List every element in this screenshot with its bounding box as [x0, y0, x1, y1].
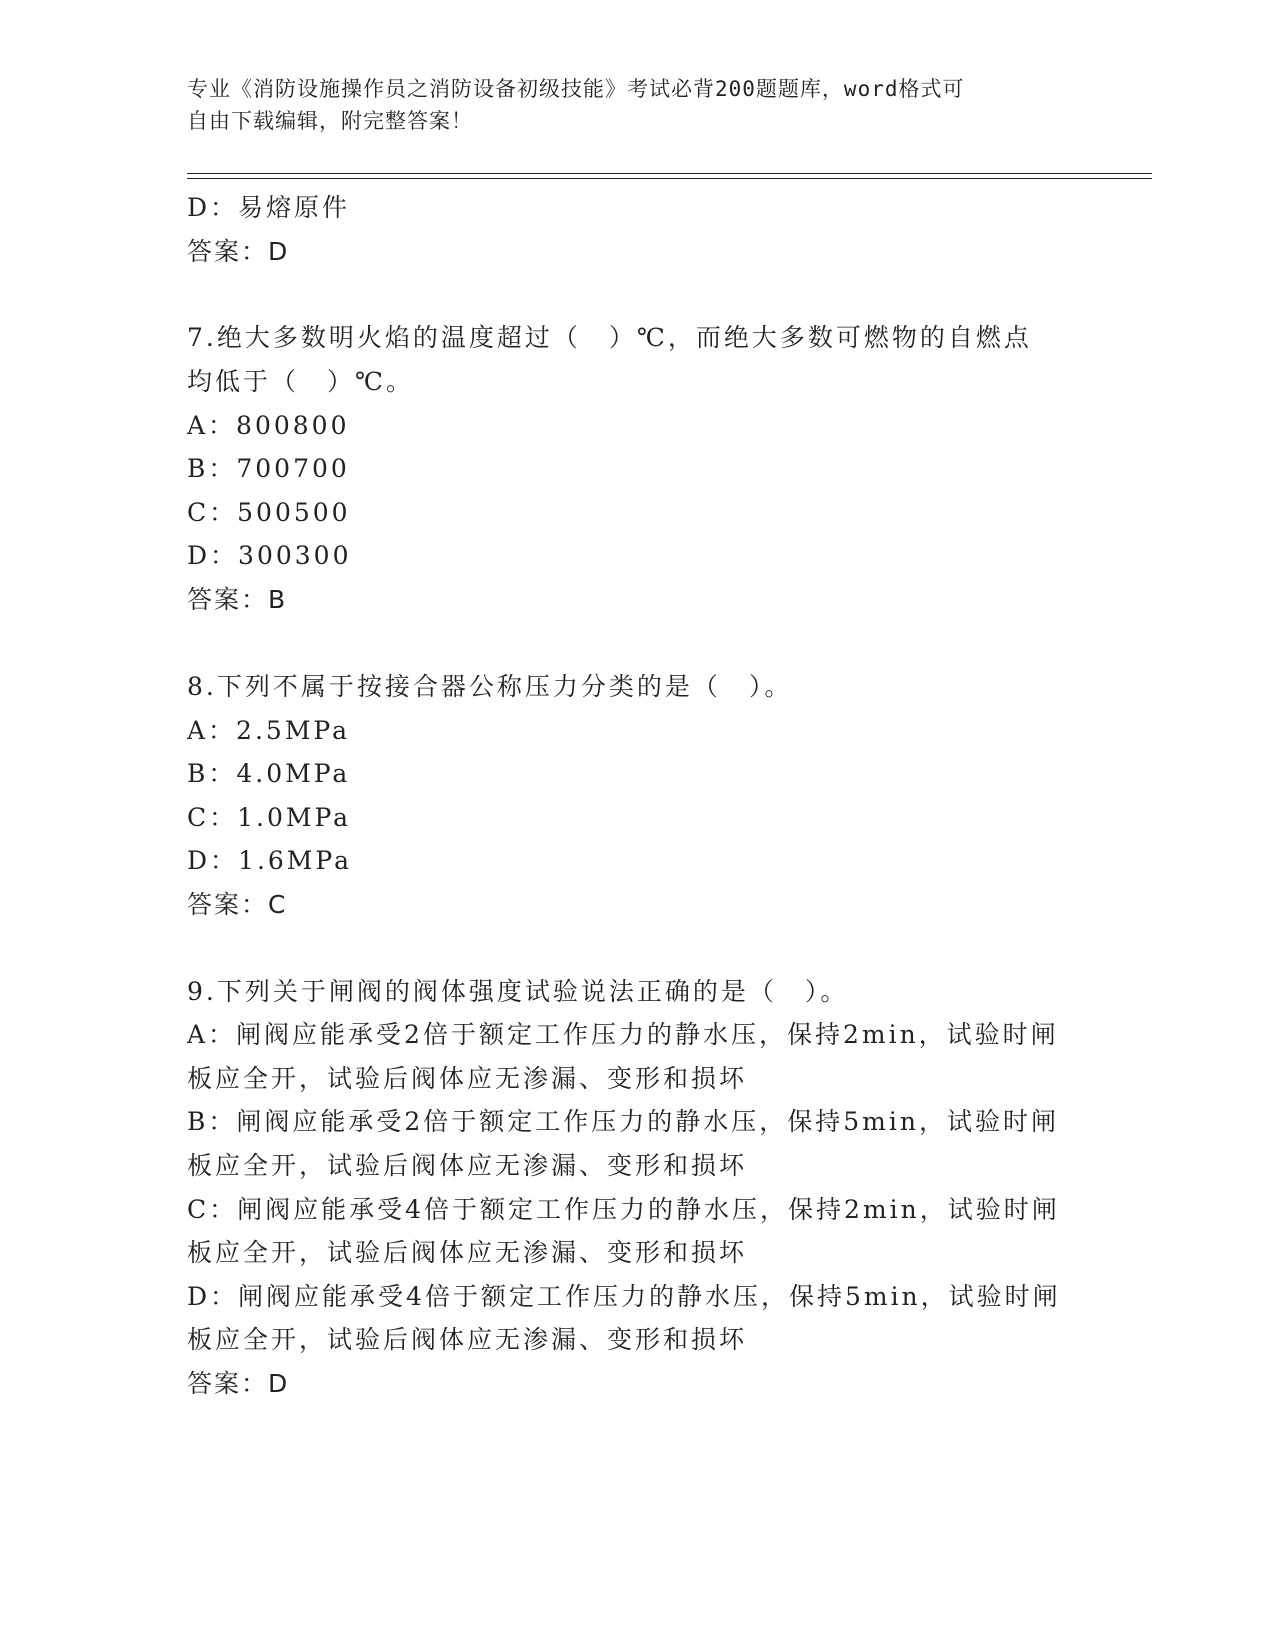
question-7-option-d: D：300300 [187, 541, 352, 570]
question-9-option-c-line-1: C：闸阀应能承受4倍于额定工作压力的静水压，保持2min，试验时闸 [187, 1195, 1060, 1224]
question-9-option-b-line-1: B：闸阀应能承受2倍于额定工作压力的静水压，保持5min，试验时闸 [187, 1107, 1059, 1136]
question-8-answer: 答案：C [187, 890, 288, 919]
question-9-option-a-line-2: 板应全开，试验后阀体应无渗漏、变形和损坏 [187, 1064, 748, 1093]
question-7-option-a: A：800800 [187, 411, 350, 440]
question-7-stem-line-2: 均低于（ ）℃。 [187, 367, 414, 396]
header-title-line-2: 自由下载编辑，附完整答案！ [187, 109, 473, 133]
question-8-option-d: D：1.6MPa [187, 846, 353, 875]
header-title-line-1: 专业《消防设施操作员之消防设备初级技能》考试必背200题题库，word格式可 [187, 77, 965, 101]
prev-question-answer: 答案：D [187, 237, 290, 266]
question-7-answer: 答案：B [187, 585, 288, 614]
question-9-option-d-line-1: D：闸阀应能承受4倍于额定工作压力的静水压，保持5min，试验时闸 [187, 1282, 1061, 1311]
question-7-option-b: B：700700 [187, 454, 350, 483]
document-header [187, 73, 1067, 137]
header-divider-top [187, 173, 1152, 174]
question-7-option-c: C：500500 [187, 498, 351, 527]
header-divider-bottom [187, 178, 1152, 179]
question-9-answer: 答案：D [187, 1369, 290, 1398]
prev-question-option-d: D：易熔原件 [187, 193, 351, 222]
question-9-stem: 9.下列关于闸阀的阀体强度试验说法正确的是（ ）。 [187, 977, 849, 1006]
question-8-option-a: A：2.5MPa [187, 716, 351, 745]
question-9-option-a-line-1: A：闸阀应能承受2倍于额定工作压力的静水压，保持2min，试验时闸 [187, 1020, 1059, 1049]
question-9-option-b-line-2: 板应全开，试验后阀体应无渗漏、变形和损坏 [187, 1151, 748, 1180]
question-9-option-d-line-2: 板应全开，试验后阀体应无渗漏、变形和损坏 [187, 1325, 748, 1354]
question-7-stem-line-1: 7.绝大多数明火焰的温度超过（ ）℃，而绝大多数可燃物的自燃点 [187, 323, 1032, 352]
question-9-option-c-line-2: 板应全开，试验后阀体应无渗漏、变形和损坏 [187, 1238, 748, 1267]
question-8-option-c: C：1.0MPa [187, 803, 352, 832]
question-8-stem: 8.下列不属于按接合器公称压力分类的是（ ）。 [187, 672, 793, 701]
question-8-option-b: B：4.0MPa [187, 759, 351, 788]
